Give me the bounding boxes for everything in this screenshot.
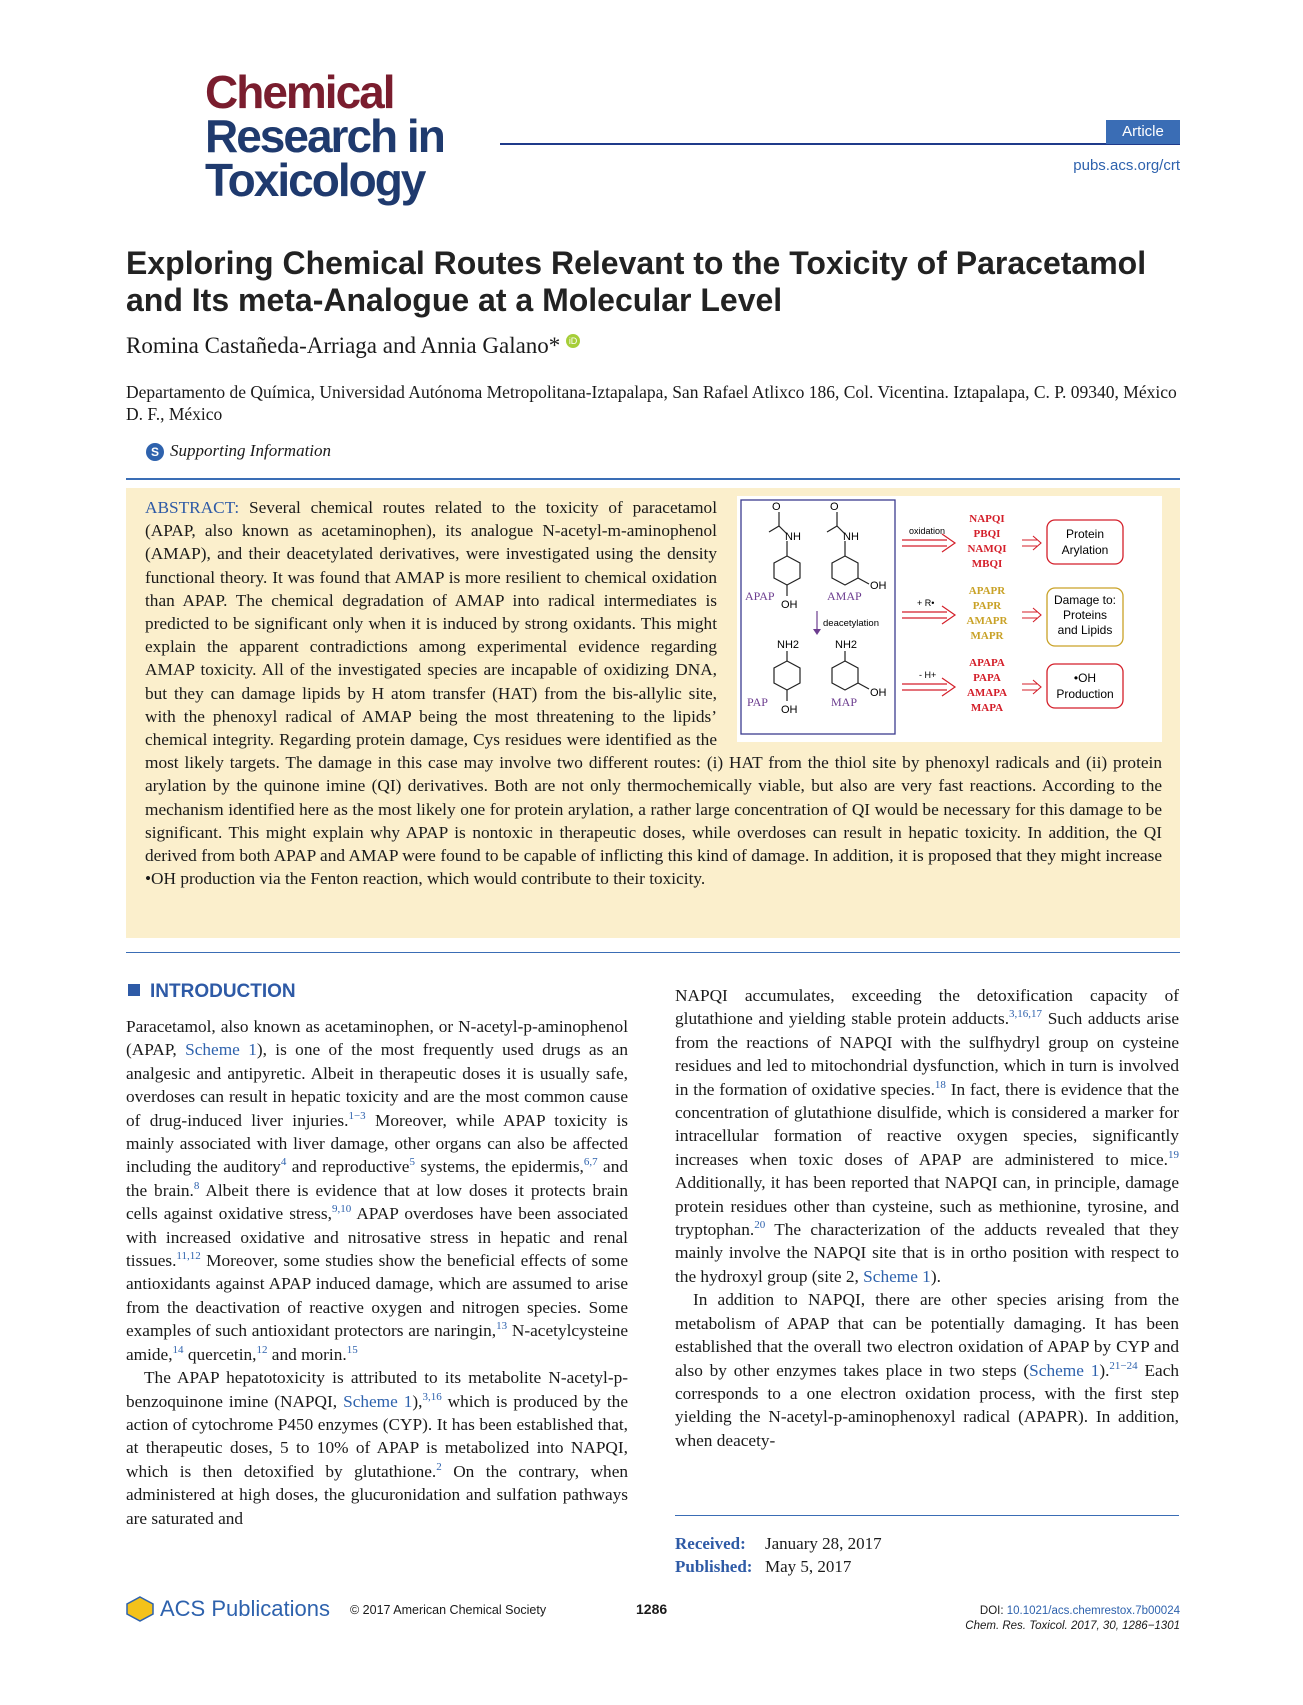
received-label: Received: — [675, 1534, 746, 1553]
citation-ref[interactable]: 3,16,17 — [1009, 1008, 1043, 1021]
paragraph: In addition to NAPQI, there are other species arising from the metabolism of APAP that can be potentially damaging. It has been established that the overall two electron oxidation of APAP by CYP and also by other enzymes takes place in two steps (Scheme 1).$^{21-24}$ Each corresponds to a one electron oxidation process, with the first step yielding the N-acetyl-p-aminophenoxyl radical (APAPR). In addition, when deacety- — [675, 1290, 1180, 1450]
citation-ref[interactable]: 14 — [172, 1343, 184, 1356]
affiliation: Departamento de Química, Universidad Autónoma Metropolitana-Iztapalapa, San Rafael Atlixco 186, Col. Vicentina. Iztapalapa, C. P. 09340, México D. F., México — [126, 382, 1177, 424]
doi-label: DOI: — [979, 1605, 1004, 1617]
journal-url-link[interactable]: pubs.acs.org/crt — [1073, 157, 1180, 174]
species-label: NAPQI — [969, 513, 1005, 525]
species-label: NAMQI — [967, 543, 1007, 555]
section-heading — [128, 981, 296, 1003]
column-left — [126, 1015, 628, 1530]
abstract — [145, 496, 1162, 890]
label-pap: PAP — [747, 695, 768, 709]
deacetylation-label: deacetylation — [823, 618, 879, 629]
supporting-info-label: Supporting Information — [170, 441, 332, 460]
atom-label: O — [772, 501, 781, 513]
citation: Chem. Res. Toxicol. 2017, 30, 1286−1301 — [965, 1620, 1180, 1632]
species-label: MAPR — [970, 630, 1004, 642]
label-map: MAP — [831, 695, 858, 709]
species-label: AMAPR — [966, 615, 1008, 627]
abstract-label: ABSTRACT: — [145, 498, 240, 517]
species-label: MBQI — [971, 558, 1003, 570]
abstract-bottom-rule — [126, 952, 1180, 953]
paper-title: Exploring Chemical Routes Relevant to the Toxicity of Paracetamol and Its meta-Analogue at a Molecular Level — [126, 245, 1147, 318]
atom-label: NH2 — [777, 639, 800, 651]
published-label: Published: — [675, 1557, 753, 1576]
page-number: 1286 — [636, 1601, 668, 1617]
paragraph: NAPQI accumulates, exceeding the detoxification capacity of glutathione and yielding stable protein adducts.$^{3,16,17}$ Such adducts arise from the reactions of NAPQI with the sulfhydryl group on cysteine residues and led to mitochondrial dysfunction, which in turn is involved in the formation of oxidative species.$^{18}$ In fact, there is evidence that the concentration of glutathione disulfide, which is considered a marker for intracellular formation of reactive oxygen species, significantly increases when toxic doses of APAP are administered to mice.$^{19}$ Additionally, it has been reported that NAPQI can, in principle, damage protein residues other than cysteine, such as methionine, tyrosine, and tryptophan.$^{20}$ The characterization of the adducts revealed that they mainly involve the NAPQI site that is in ortho position with respect to the hydroxyl group (site 2, Scheme 1). — [675, 986, 1179, 1286]
abstract-body: Several chemical routes related to the toxicity of paracetamol (APAP, also known as acetaminophen), its analogue N-acetyl-m-aminophenol (AMAP), and their deacetylated derivatives, were investigated using the density functional theory. It was found that AMAP is more resilient to chemical oxidation than APAP. The chemical degradation of AMAP into radical intermediates is predicted to be significant only when it is induced by strong oxidants. This might explain the apparent contradictions among experimental evidence regarding AMAP toxicity. All of the investigated species are incapable of oxidizing DNA, but they can damage lipids by H atom transfer (HAT) from the bis-allylic site, with the phenoxyl radical of AMAP being the most threatening to the lipids’ chemical integrity. Regarding protein damage, Cys residues were identified as the most likely targets. The damage in this case may involve two different routes: (i) HAT from the thiol site by phenoxyl radicals and (ii) protein arylation by the quinone imine (QI) derivatives. Both are not only thermochemically viable, but also are very fast reactions. According to the mechanism identified here as the most likely one for protein arylation, a rather large concentration of QI would be necessary for this damage to be significant. This might explain why APAP is nontoxic in therapeutic doses, while overdoses can result in hepatic toxicity. In addition, the QI derived from both APAP and AMAP were found to be capable of inflicting this kind of damage. In addition, it is proposed that they might increase •OH production via the Fenton reaction, which would contribute to their toxicity. — [145, 498, 1162, 889]
paragraph: The APAP hepatotoxicity is attributed to its metabolite N-acetyl-p-benzoquinone imine (NAPQI, Scheme 1),$^{3,16}$ which is produced by the action of cytochrome P450 enzymes (CYP). It has been established that, at therapeutic doses, 5 to 10% of APAP is metabolized into NAPQI, which is then detoxified by glutathione.$^2$ On the contrary, when administered at high doses, the glucuronidation and sulfation pathways are saturated and — [126, 1368, 629, 1528]
column-right — [675, 984, 1179, 1452]
publication-dates — [675, 1532, 882, 1578]
species-label: PBQI — [973, 528, 1001, 540]
species-label: APAPR — [968, 585, 1006, 597]
article-type-badge: Article — [1106, 120, 1180, 144]
supporting-info-icon: S — [146, 443, 164, 461]
atom-label: OH — [781, 599, 798, 611]
journal-logo-line3: Toxicology — [205, 154, 425, 206]
outcome-text: and Lipids — [1057, 623, 1113, 637]
section-heading-text: INTRODUCTION — [150, 981, 296, 1002]
species-label: APAPA — [969, 657, 1005, 669]
outcome-text: Arylation — [1061, 543, 1109, 557]
outcome-text: Protein — [1065, 527, 1105, 541]
paragraph: Paracetamol, also known as acetaminophen, or N-acetyl-p-aminophenol (APAP, Scheme 1), is one of the most frequently used drugs as an analgesic and antipyretic. Albeit in therapeutic doses it is usually safe, overdoses can result in hepatic toxicity and are the most common cause of drug-induced liver injuries.$^{1-3}$ Moreover, while APAP toxicity is mainly associated with liver damage, other organs can also be affected including the auditory$^4$ and reproductive$^5$ systems, the epidermis,$^{6,7}$ and the brain.$^8$ Albeit there is evidence that at low doses it protects brain cells against oxidative stress,$^{9,10}$ APAP overdoses have been associated with increased oxidative and nitrosative stress in hepatic and renal tissues.$^{11,12}$ Moreover, some studies show the beneficial effects of some antioxidants against APAP induced damage, which are assumed to arise from the deactivation of reactive oxygen and nitrogen species. Some examples of such antioxidant protectors are naringin,$^{13}$ N-acetylcysteine amide,$^{14}$ quercetin,$^{12}$ and morin.$^{15}$ — [126, 1017, 629, 1364]
label-amap: AMAP — [827, 589, 862, 603]
orcid-icon[interactable]: iD — [566, 334, 580, 348]
outcome-text: •OH — [1073, 671, 1097, 685]
atom-label: NH2 — [835, 639, 858, 651]
scheme-link[interactable]: Scheme 1 — [1029, 1360, 1100, 1380]
citation-ref[interactable]: 4 — [280, 1156, 287, 1169]
atom-label: OH — [870, 687, 887, 699]
oxidation-label: oxidation — [909, 526, 946, 536]
citation-ref[interactable]: 3,16 — [422, 1390, 442, 1403]
journal-logo-line2: Research in — [205, 110, 444, 162]
outcome-text: Damage to: — [1053, 593, 1117, 607]
authors — [126, 333, 580, 359]
journal-logo-line1: Chemical — [205, 66, 394, 118]
published-date: May 5, 2017 — [765, 1557, 852, 1576]
species-label: MAPA — [970, 702, 1004, 714]
abstract-top-rule — [126, 478, 1180, 480]
supporting-info-link[interactable] — [146, 441, 331, 461]
header-rule — [500, 143, 1180, 145]
scheme-link[interactable]: Scheme 1 — [863, 1266, 931, 1286]
citation-ref[interactable]: 12 — [256, 1343, 268, 1356]
citation-ref[interactable]: 11,12 — [176, 1250, 201, 1263]
atom-label: OH — [781, 704, 798, 716]
journal-logo — [205, 66, 445, 206]
atom-label: OH — [870, 580, 887, 592]
radical-label: + R• — [917, 598, 935, 608]
scheme-link[interactable]: Scheme 1 — [185, 1040, 257, 1060]
toc-graphic — [737, 496, 1162, 742]
citation-ref[interactable]: 1−3 — [348, 1109, 366, 1122]
species-label: AMAPA — [966, 687, 1008, 699]
publisher-name: ACS Publications — [160, 1596, 330, 1621]
species-label: PAPA — [973, 672, 1001, 684]
acs-publications-logo[interactable] — [126, 1596, 330, 1622]
citation-ref[interactable]: 18 — [934, 1078, 946, 1091]
author-names: Romina Castañeda-Arriaga and Annia Galano* — [126, 333, 561, 358]
outcome-text: Proteins — [1062, 608, 1108, 622]
doi-link[interactable]: 10.1021/acs.chemrestox.7b00024 — [1006, 1605, 1180, 1617]
citation-ref[interactable]: 20 — [754, 1219, 766, 1232]
deprotonation-label: - H+ — [919, 670, 937, 680]
atom-label: NH — [843, 531, 859, 543]
acs-hexagon-icon — [126, 1596, 154, 1622]
citation-ref[interactable]: 15 — [346, 1343, 358, 1356]
doi-block — [965, 1604, 1180, 1634]
citation-ref[interactable]: 21−24 — [1109, 1359, 1138, 1372]
label-apap: APAP — [745, 589, 775, 603]
outcome-text: Production — [1056, 687, 1114, 701]
scheme-link[interactable]: Scheme 1 — [343, 1391, 413, 1411]
citation-ref[interactable]: 13 — [496, 1320, 508, 1333]
received-date: January 28, 2017 — [765, 1534, 882, 1553]
citation-ref[interactable]: 6,7 — [583, 1156, 598, 1169]
citation-ref[interactable]: 2 — [436, 1460, 442, 1473]
dates-rule — [675, 1515, 1179, 1516]
atom-label: NH — [785, 531, 801, 543]
citation-ref[interactable]: 5 — [409, 1156, 415, 1169]
species-label: PAPR — [972, 600, 1002, 612]
citation-ref[interactable]: 9,10 — [331, 1203, 352, 1216]
citation-ref[interactable]: 19 — [1168, 1149, 1179, 1162]
section-square-icon — [128, 984, 140, 996]
copyright: © 2017 American Chemical Society — [350, 1603, 547, 1617]
citation-ref[interactable]: 8 — [193, 1180, 200, 1193]
atom-label: O — [830, 501, 839, 513]
